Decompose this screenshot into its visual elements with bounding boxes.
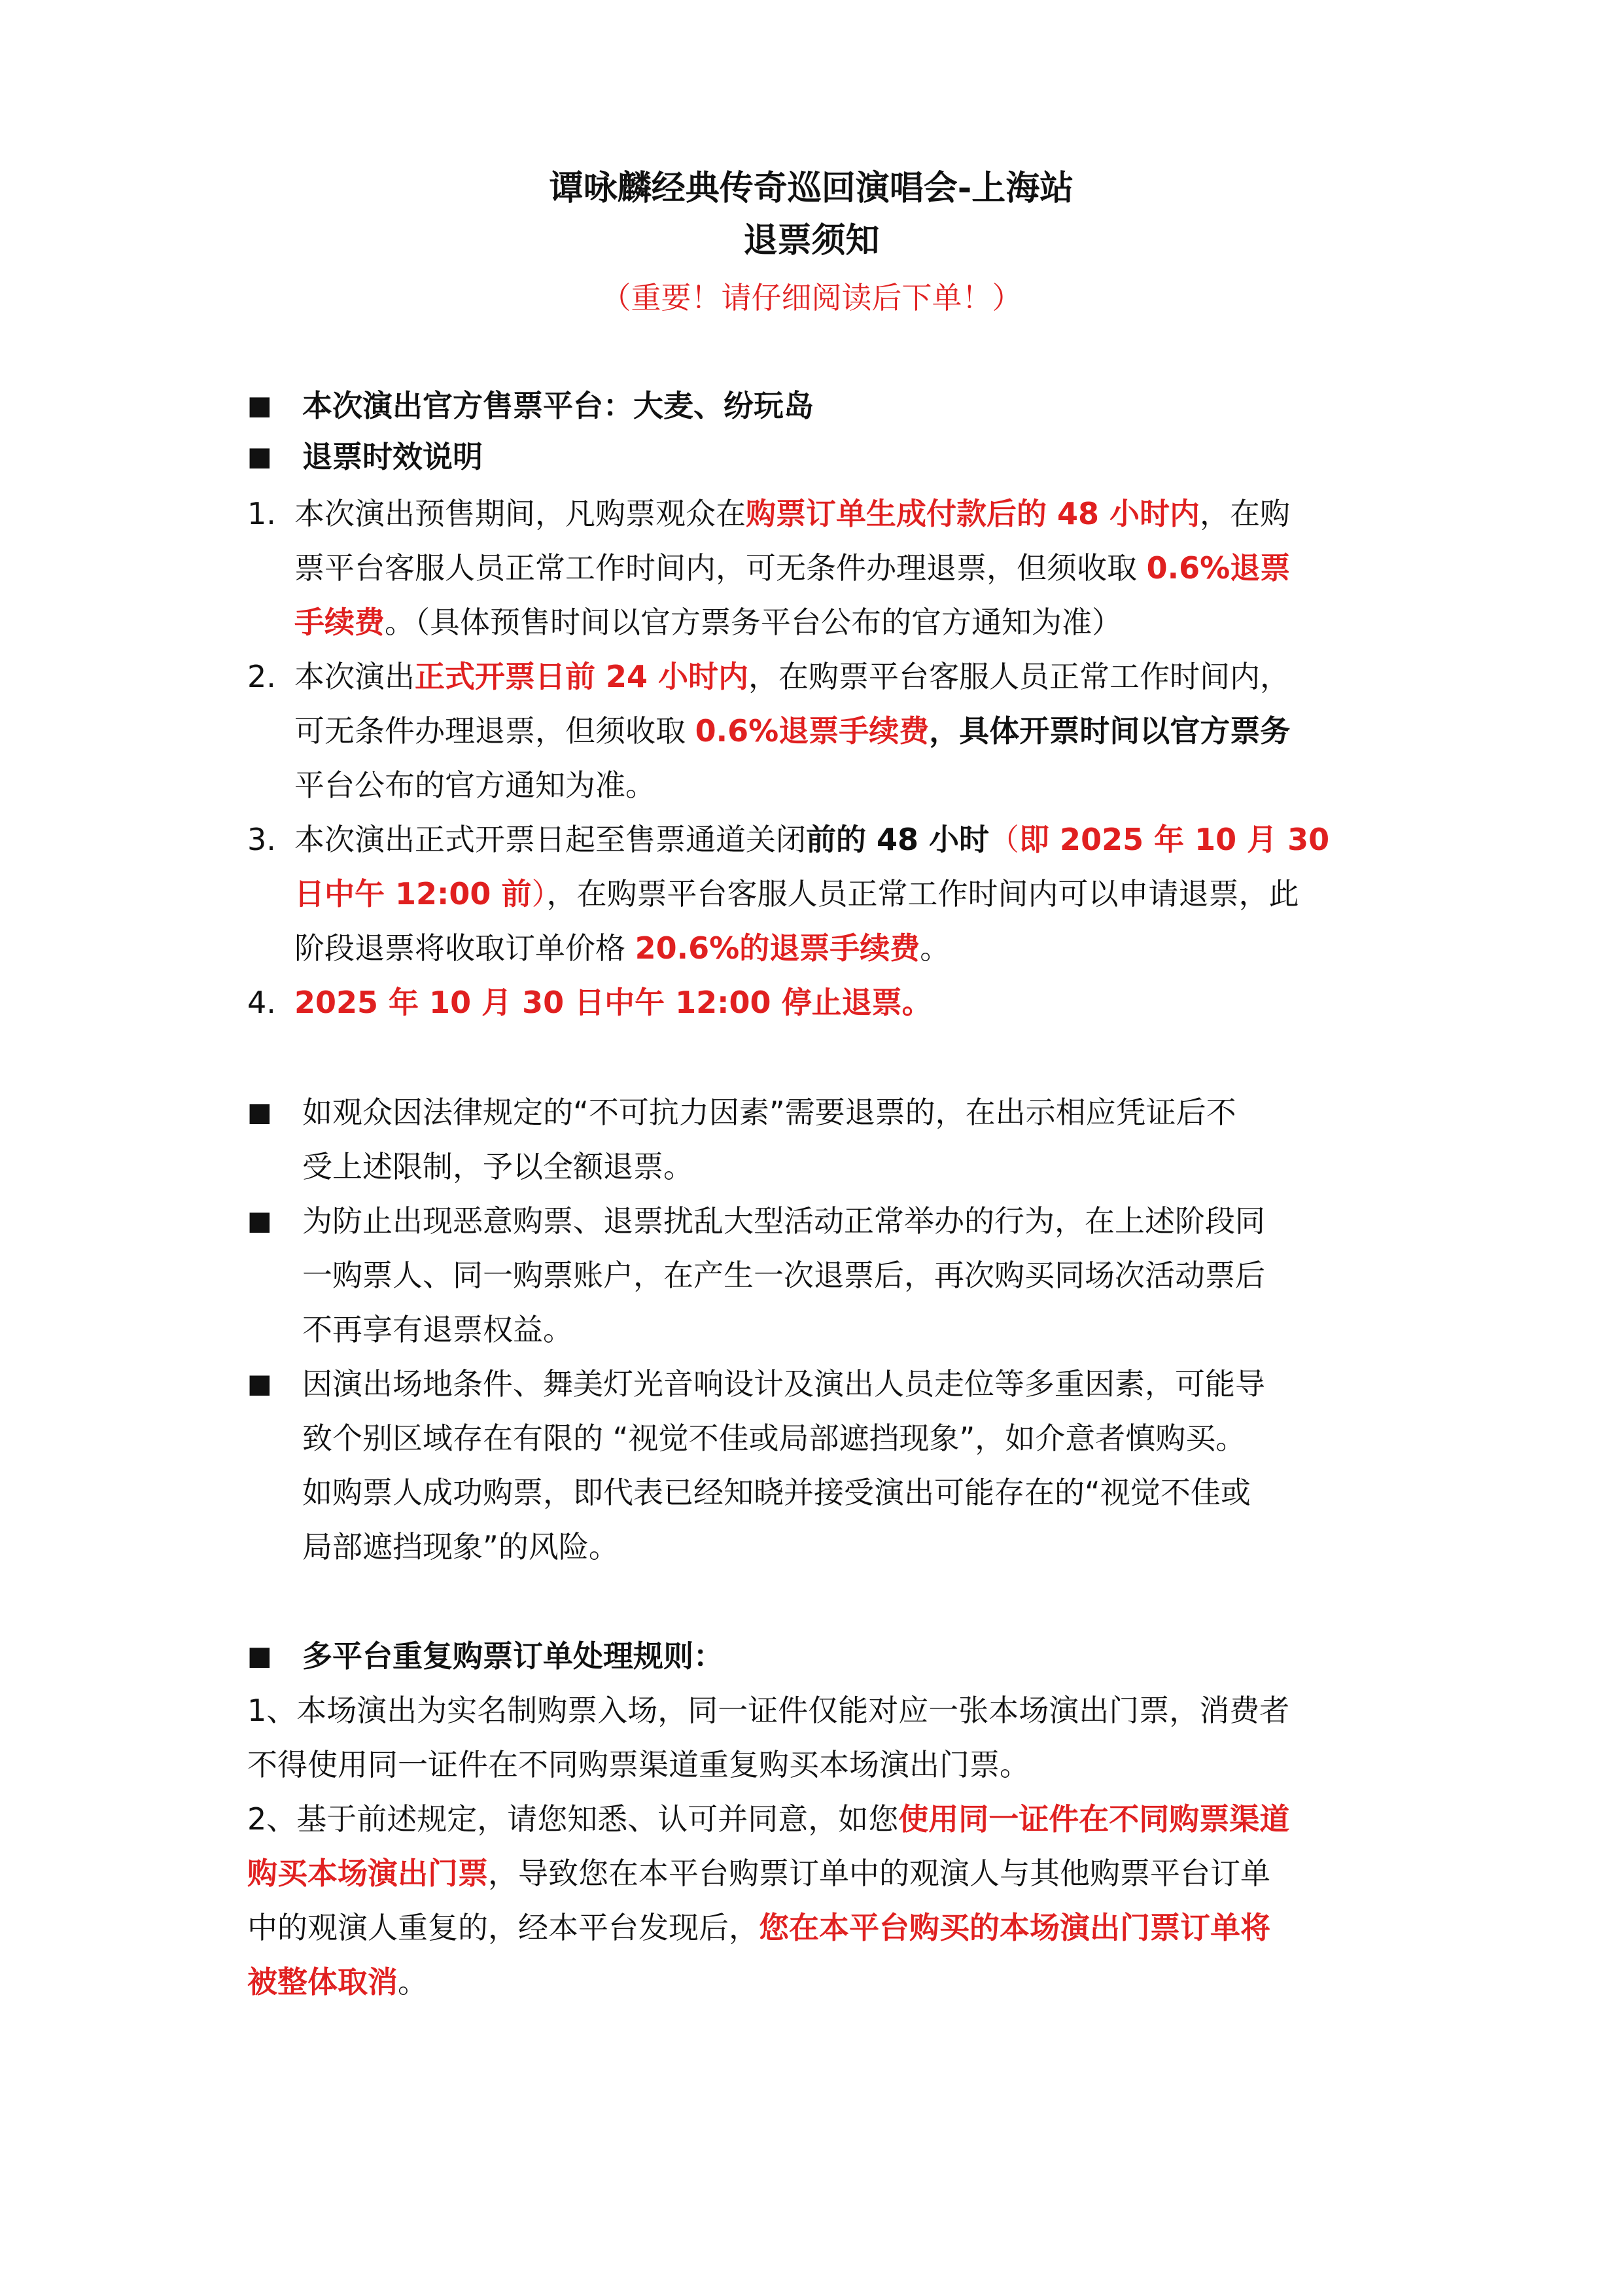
view-notice-line4: 局部遮挡现象”的风险。 [302,1529,619,1564]
rule2-line3: 中的观演人重复的，经本平台发现后，您在本平台购买的本场演出门票订单将 [247,1910,1270,1945]
item1-line3: 手续费。（具体预售时间以官方票务平台公布的官方通知为准） [294,605,1122,640]
bullet-square-icon: ■ [247,1097,272,1127]
item-number: 3. [247,822,276,857]
rule1-line1: 1、本场演出为实名制购票入场，同一证件仅能对应一张本场演出门票，消费者 [247,1693,1290,1728]
duplicate-rules-heading: 多平台重复购票订单处理规则： [302,1638,724,1674]
item3-line3: 阶段退票将收取订单价格 20.6%的退票手续费。 [294,930,951,966]
item1-line1: 本次演出预售期间，凡购票观众在购票订单生成付款后的 48 小时内，在购 [294,496,1291,531]
platform-line: 本次演出官方售票平台：大麦、纷玩岛 [302,388,814,423]
rule2-line1: 2、基于前述规定，请您知悉、认可并同意，如您使用同一证件在不同购票渠道 [247,1801,1290,1837]
item3-line1: 本次演出正式开票日起至售票通道关闭前的 48 小时（即 2025 年 10 月 30 [294,822,1330,857]
item-number: 4. [247,985,276,1020]
item3-line2: 日中午 12:00 前），在购票平台客服人员正常工作时间内可以申请退票，此 [294,876,1299,911]
page-title: 谭咏麟经典传奇巡回演唱会-上海站 [549,169,1074,208]
item-number: 2. [247,659,276,694]
item2-line1: 本次演出正式开票日前 24 小时内，在购票平台客服人员正常工作时间内， [294,659,1291,694]
bullet-square-icon: ■ [247,1206,272,1236]
rule1-line2: 不得使用同一证件在不同购票渠道重复购买本场演出门票。 [247,1747,1030,1782]
view-notice-line2: 致个别区域存在有限的 “视觉不佳或局部遮挡现象”，如介意者慎购买。 [302,1421,1246,1456]
timing-heading: 退票时效说明 [302,439,483,474]
rule2-line2: 购买本场演出门票，导致您在本平台购票订单中的观演人与其他购票平台订单 [247,1856,1270,1891]
rule2-line4: 被整体取消。 [247,1964,428,2000]
bullet-square-icon: ■ [247,391,272,421]
view-notice-line1: 因演出场地条件、舞美灯光音响设计及演出人员走位等多重因素，可能导 [302,1366,1265,1402]
item4-line: 2025 年 10 月 30 日中午 12:00 停止退票。 [294,985,932,1020]
item1-line2: 票平台客服人员正常工作时间内，可无条件办理退票，但须收取 0.6%退票 [294,550,1291,586]
page-subtitle: 退票须知 [743,221,880,260]
item-number: 1. [247,496,276,531]
anti-abuse-line1: 为防止出现恶意购票、退票扰乱大型活动正常举办的行为，在上述阶段同 [302,1203,1265,1239]
anti-abuse-line3: 不再享有退票权益。 [302,1312,573,1347]
force-majeure-line1: 如观众因法律规定的“不可抗力因素”需要退票的，在出示相应凭证后不 [302,1095,1236,1130]
view-notice-line3: 如购票人成功购票，即代表已经知晓并接受演出可能存在的“视觉不佳或 [302,1475,1251,1510]
bullet-square-icon: ■ [247,1369,272,1399]
bullet-square-icon: ■ [247,442,272,472]
anti-abuse-line2: 一购票人、同一购票账户，在产生一次退票后，再次购买同场次活动票后 [302,1258,1265,1293]
bullet-square-icon: ■ [247,1641,272,1671]
item2-line2: 可无条件办理退票，但须收取 0.6%退票手续费，具体开票时间以官方票务 [294,713,1291,749]
item2-line3: 平台公布的官方通知为准。 [294,768,655,803]
important-notice: （重要！请仔细阅读后下单！） [601,280,1022,315]
force-majeure-line2: 受上述限制，予以全额退票。 [302,1149,693,1184]
